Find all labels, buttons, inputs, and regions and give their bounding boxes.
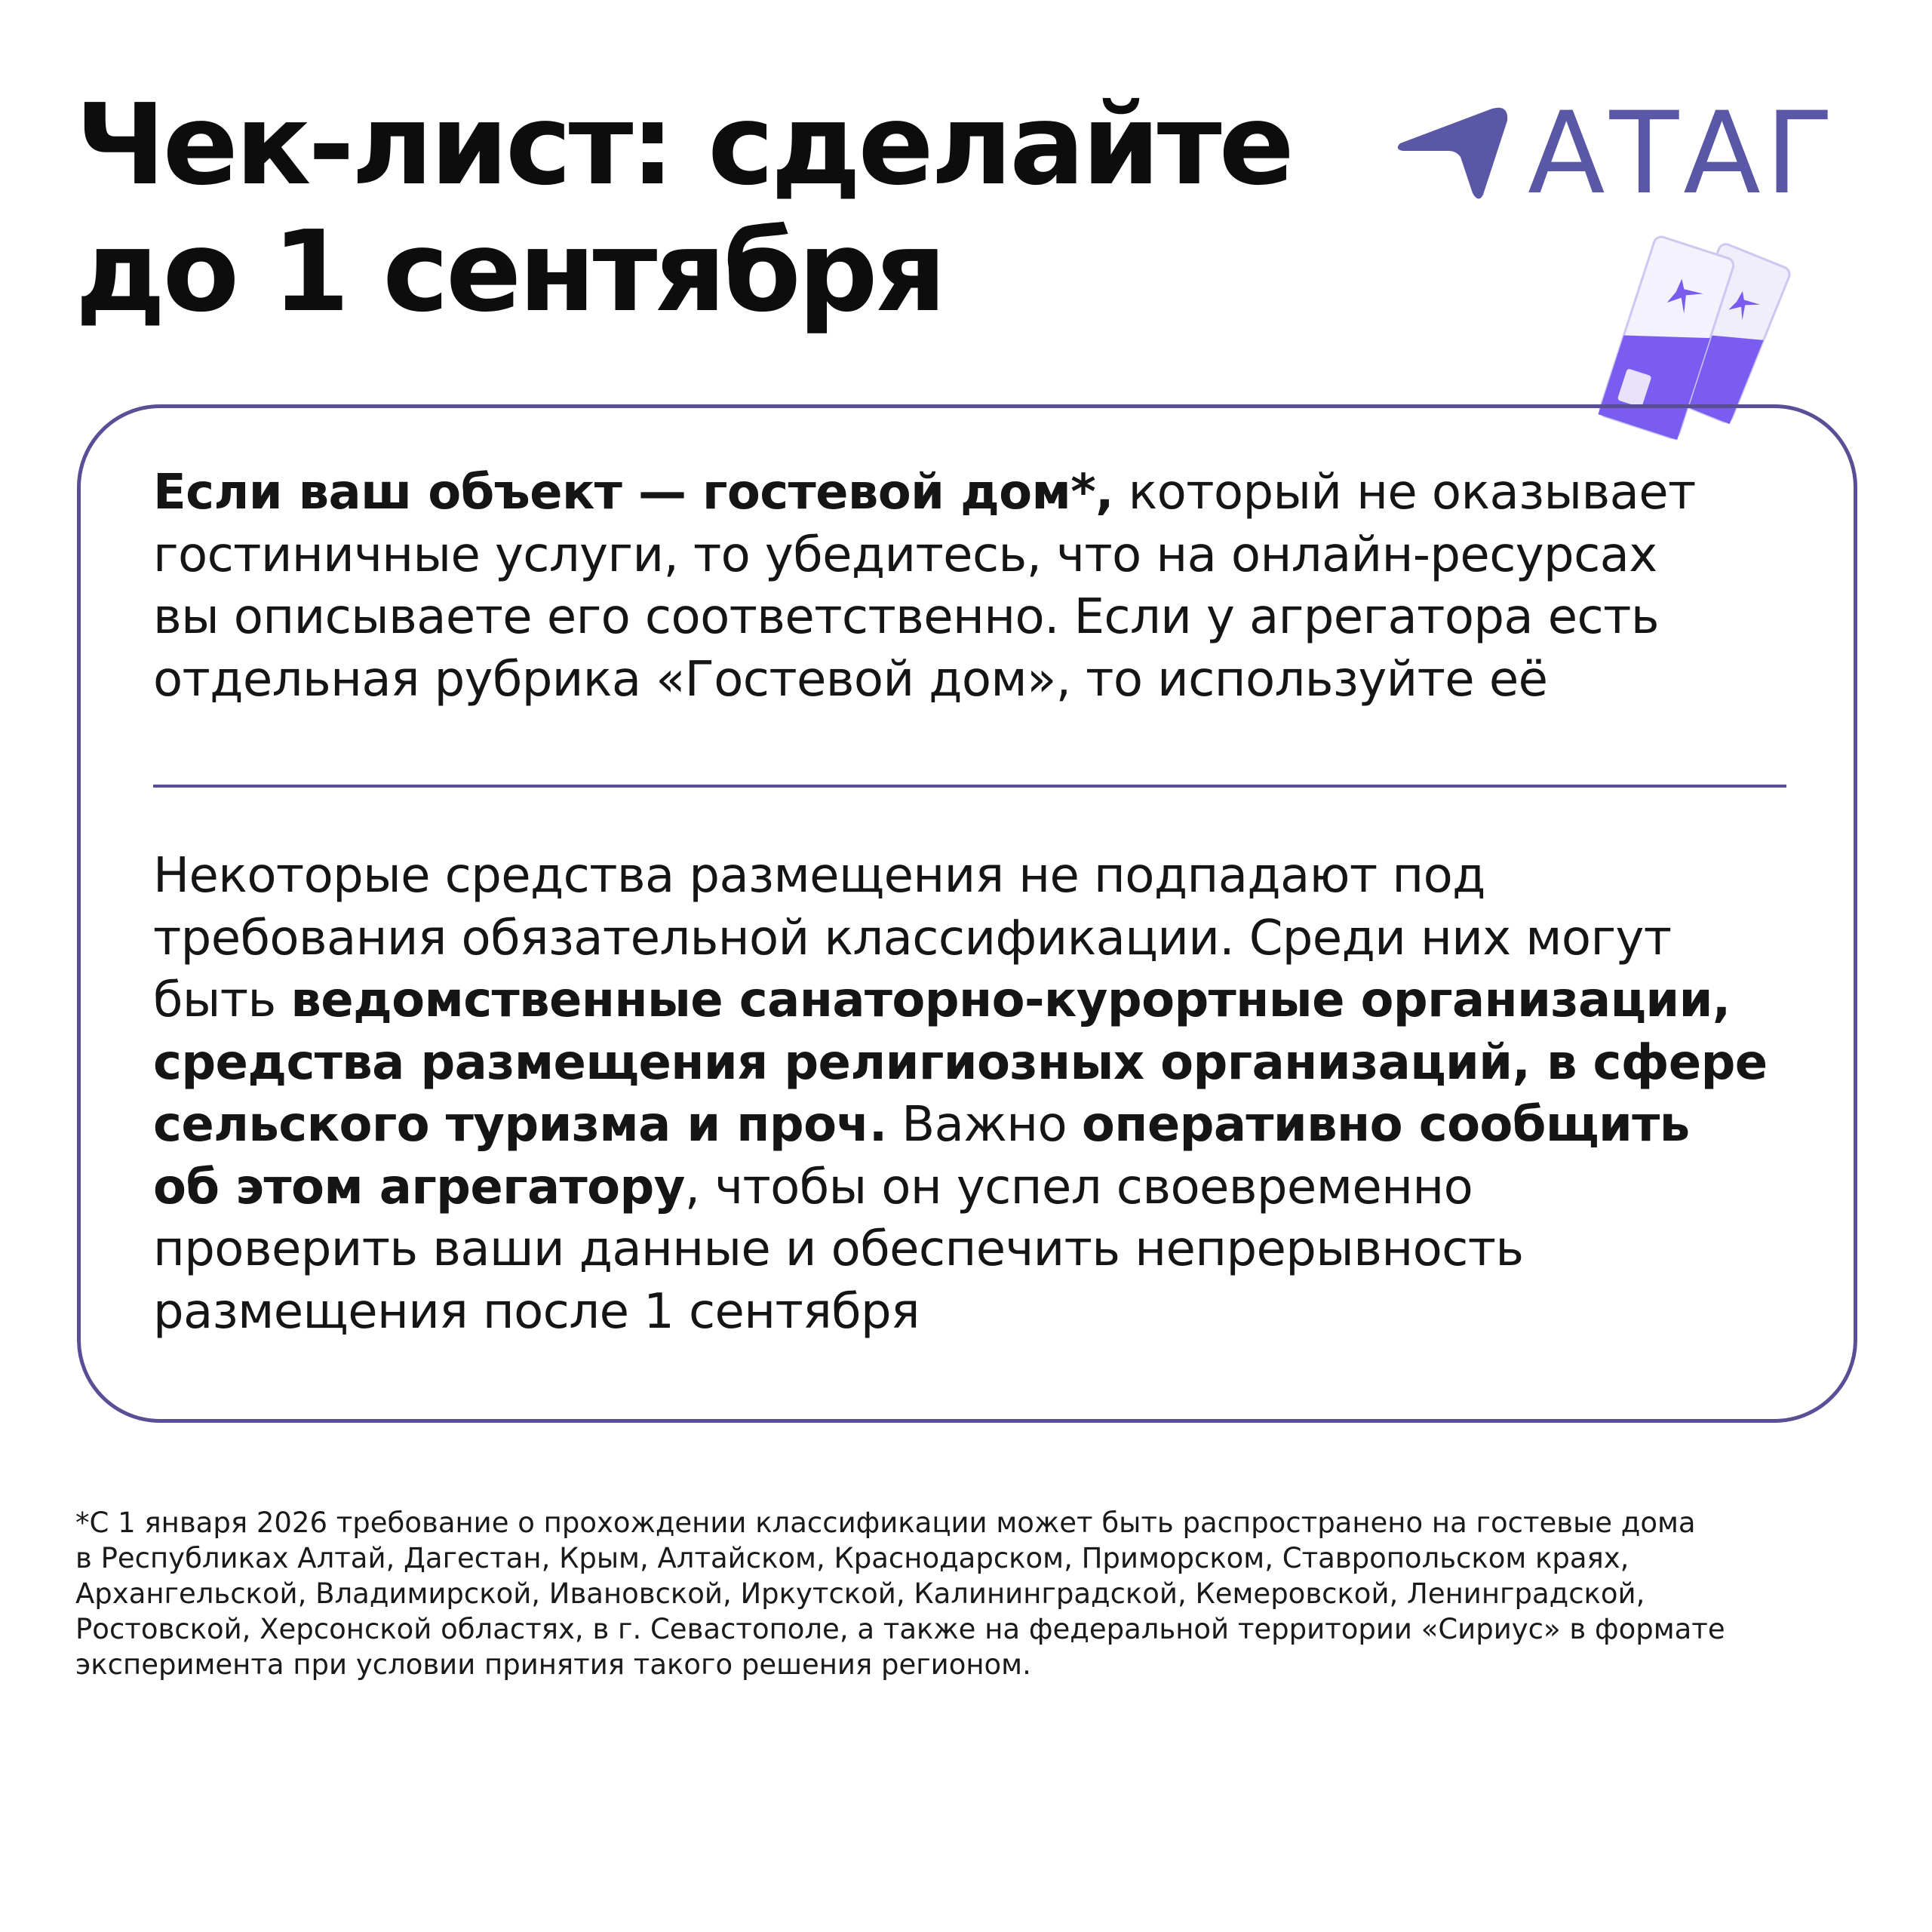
text-line: [153, 462, 1843, 524]
text-fragment: Важно: [886, 1097, 1082, 1153]
page-title-line-1: Чек-лист: сделайте: [75, 80, 1292, 210]
text-line: требования обязательной классификации. Среди них могут: [153, 910, 1672, 966]
footnote-line: эксперимента при условии принятия такого решения регионом.: [75, 1648, 1031, 1681]
bold-fragment: об этом агрегатору: [153, 1159, 685, 1215]
atag-logo-mark-icon: [1396, 104, 1528, 202]
text-line: [153, 1156, 1843, 1219]
page-title: [75, 81, 1292, 335]
bold-fragment: оперативно сообщить: [1081, 1097, 1690, 1153]
page-title-line-2: до 1 сентября: [75, 207, 944, 336]
text-line: [153, 1032, 1843, 1095]
bold-fragment: ведомственные санаторно-курортные организации,: [290, 972, 1731, 1028]
text-line: проверить ваши данные и обеспечить непрерывность: [153, 1221, 1524, 1277]
bold-fragment: сельского туризма и проч.: [153, 1097, 887, 1153]
footnote-line: в Республиках Алтай, Дагестан, Крым, Алтайском, Краснодарском, Приморском, Ставропольском краях,: [75, 1542, 1629, 1574]
text-fragment: , чтобы он успел своевременно: [684, 1159, 1473, 1215]
text-line: размещения после 1 сентября: [153, 1283, 920, 1340]
text-line: [153, 1094, 1843, 1156]
bold-fragment: Если ваш объект — гостевой дом*,: [153, 465, 1113, 521]
text-line: отдельная рубрика «Гостевой дом», то используйте её: [153, 651, 1548, 708]
guest-house-paragraph: [153, 462, 1843, 711]
brand-logo: [1396, 88, 1878, 220]
text-line: вы описываете его соответственно. Если у агрегатора есть: [153, 589, 1659, 645]
footnote-line: Ростовской, Херсонской областях, в г. Севастополе, а также на федеральной территории «Сириус» в формате: [75, 1613, 1725, 1645]
brand-logo-text: АТАГ: [1528, 88, 1839, 220]
text-line: гостиничные услуги, то убедитесь, что на онлайн-ресурсах: [153, 527, 1657, 583]
text-line: Некоторые средства размещения не подпадают под: [153, 848, 1485, 904]
text-fragment: который не оказывает: [1113, 465, 1696, 521]
footnote-line: *С 1 января 2026 требование о прохождении классификации может быть распространено на гостевые дома: [75, 1507, 1696, 1539]
text-line: [153, 969, 1843, 1032]
footnote-line: Архангельской, Владимирской, Ивановской, Иркутской, Калининградской, Кемеровской, Ленинградской,: [75, 1577, 1645, 1610]
card-divider: [153, 785, 1786, 788]
bold-fragment: средства размещения религиозных организаций, в сфере: [153, 1034, 1768, 1091]
text-fragment: быть: [153, 972, 291, 1028]
footnote: [75, 1505, 1886, 1682]
exemptions-paragraph: [153, 845, 1843, 1343]
